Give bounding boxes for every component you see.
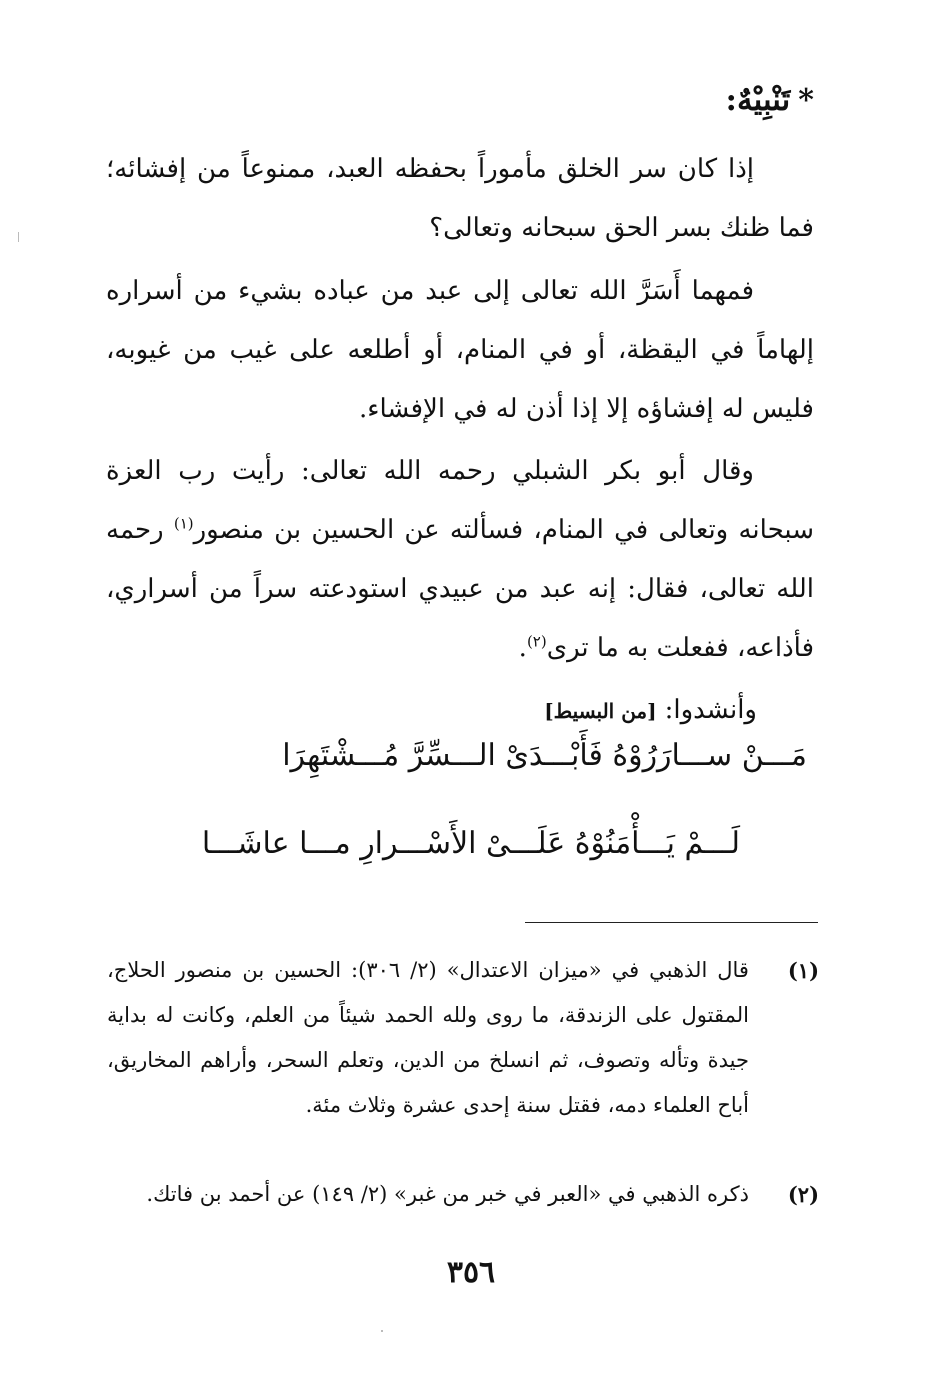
poem-intro-text: وأنشدوا: xyxy=(664,695,757,725)
page-number: ٣٥٦ xyxy=(446,1255,496,1290)
heading-title: تَنْبِيْهٌ: xyxy=(725,82,791,118)
footnote-1-number: (١) xyxy=(787,958,819,983)
footnote-divider xyxy=(525,922,818,923)
scan-mark xyxy=(381,1330,383,1332)
poem-intro xyxy=(544,692,757,728)
poem-meter: [من البسيط] xyxy=(544,699,657,723)
footnote-1-text: قال الذهبي في «ميزان الاعتدال» (٢/ ٣٠٦): الحسين بن منصور الحلاج، المقتول على الزندقة، ما روى ولله الحمد شيئاً من العلم، وكانت له بداية جيدة وتأله وتصوف، ثم انسلخ من الدين، وتعلم السحر، وأراهم المخاريق، أباح العلماء دمه، فقتل سنة إحدى عشرة وثلاث مئة. xyxy=(107,958,749,1117)
scan-mark xyxy=(18,232,19,242)
section-heading xyxy=(726,82,814,119)
asterisk-icon: * xyxy=(798,83,814,118)
story-text-3: . xyxy=(518,633,527,663)
footnote-ref-1: (١) xyxy=(173,514,194,533)
story-text-1: وقال أبو بكر الشبلي رحمه الله تعالى: رأيت رب العزة سبحانه وتعالى في المنام، فسألته عن الحسين بن منصور xyxy=(106,456,814,545)
footnote-2-text: ذكره الذهبي في «العبر في خبر من غبر» (٢/ ١٤٩) عن أحمد بن فاتك. xyxy=(146,1182,749,1206)
paragraph-1: إذا كان سر الخلق مأموراً بحفظه العبد، ممنوعاً من إفشائه؛ فما ظنك بسر الحق سبحانه وتعالى؟ xyxy=(106,154,814,243)
footnote-2-number: (٢) xyxy=(787,1182,819,1207)
footnote-2 xyxy=(107,1172,819,1217)
poem-verse-1: مَـــنْ ســـارَرُوْهُ فَأَبْـــدَىْ الـــسِّرَّ مُـــشْتَهِرَا xyxy=(282,738,807,773)
poem-verse-2: لَـــمْ يَـــأْمَنُوْهُ عَلَـــىْ الأَسْـــرارِ مـــا عاشَـــا xyxy=(201,826,740,861)
paragraph-2: فمهما أَسَرَّ الله تعالى إلى عبد من عباده بشيء من أسراره إلهاماً في اليقظة، أو في المنام، أو أطلعه على غيب من غيوبه، فليس له إفشاؤه إلا إذا أذن له في الإفشاء. xyxy=(106,276,814,424)
footnote-1 xyxy=(107,948,819,1128)
footnote-ref-2: (٢) xyxy=(526,632,547,651)
story-text-2: رحمه الله تعالى، فقال: إنه عبد من عبيدي استودعته سراً من أسراري، فأذاعه، ففعلت به ما ترى xyxy=(106,515,814,663)
paragraph-3 xyxy=(106,442,814,678)
